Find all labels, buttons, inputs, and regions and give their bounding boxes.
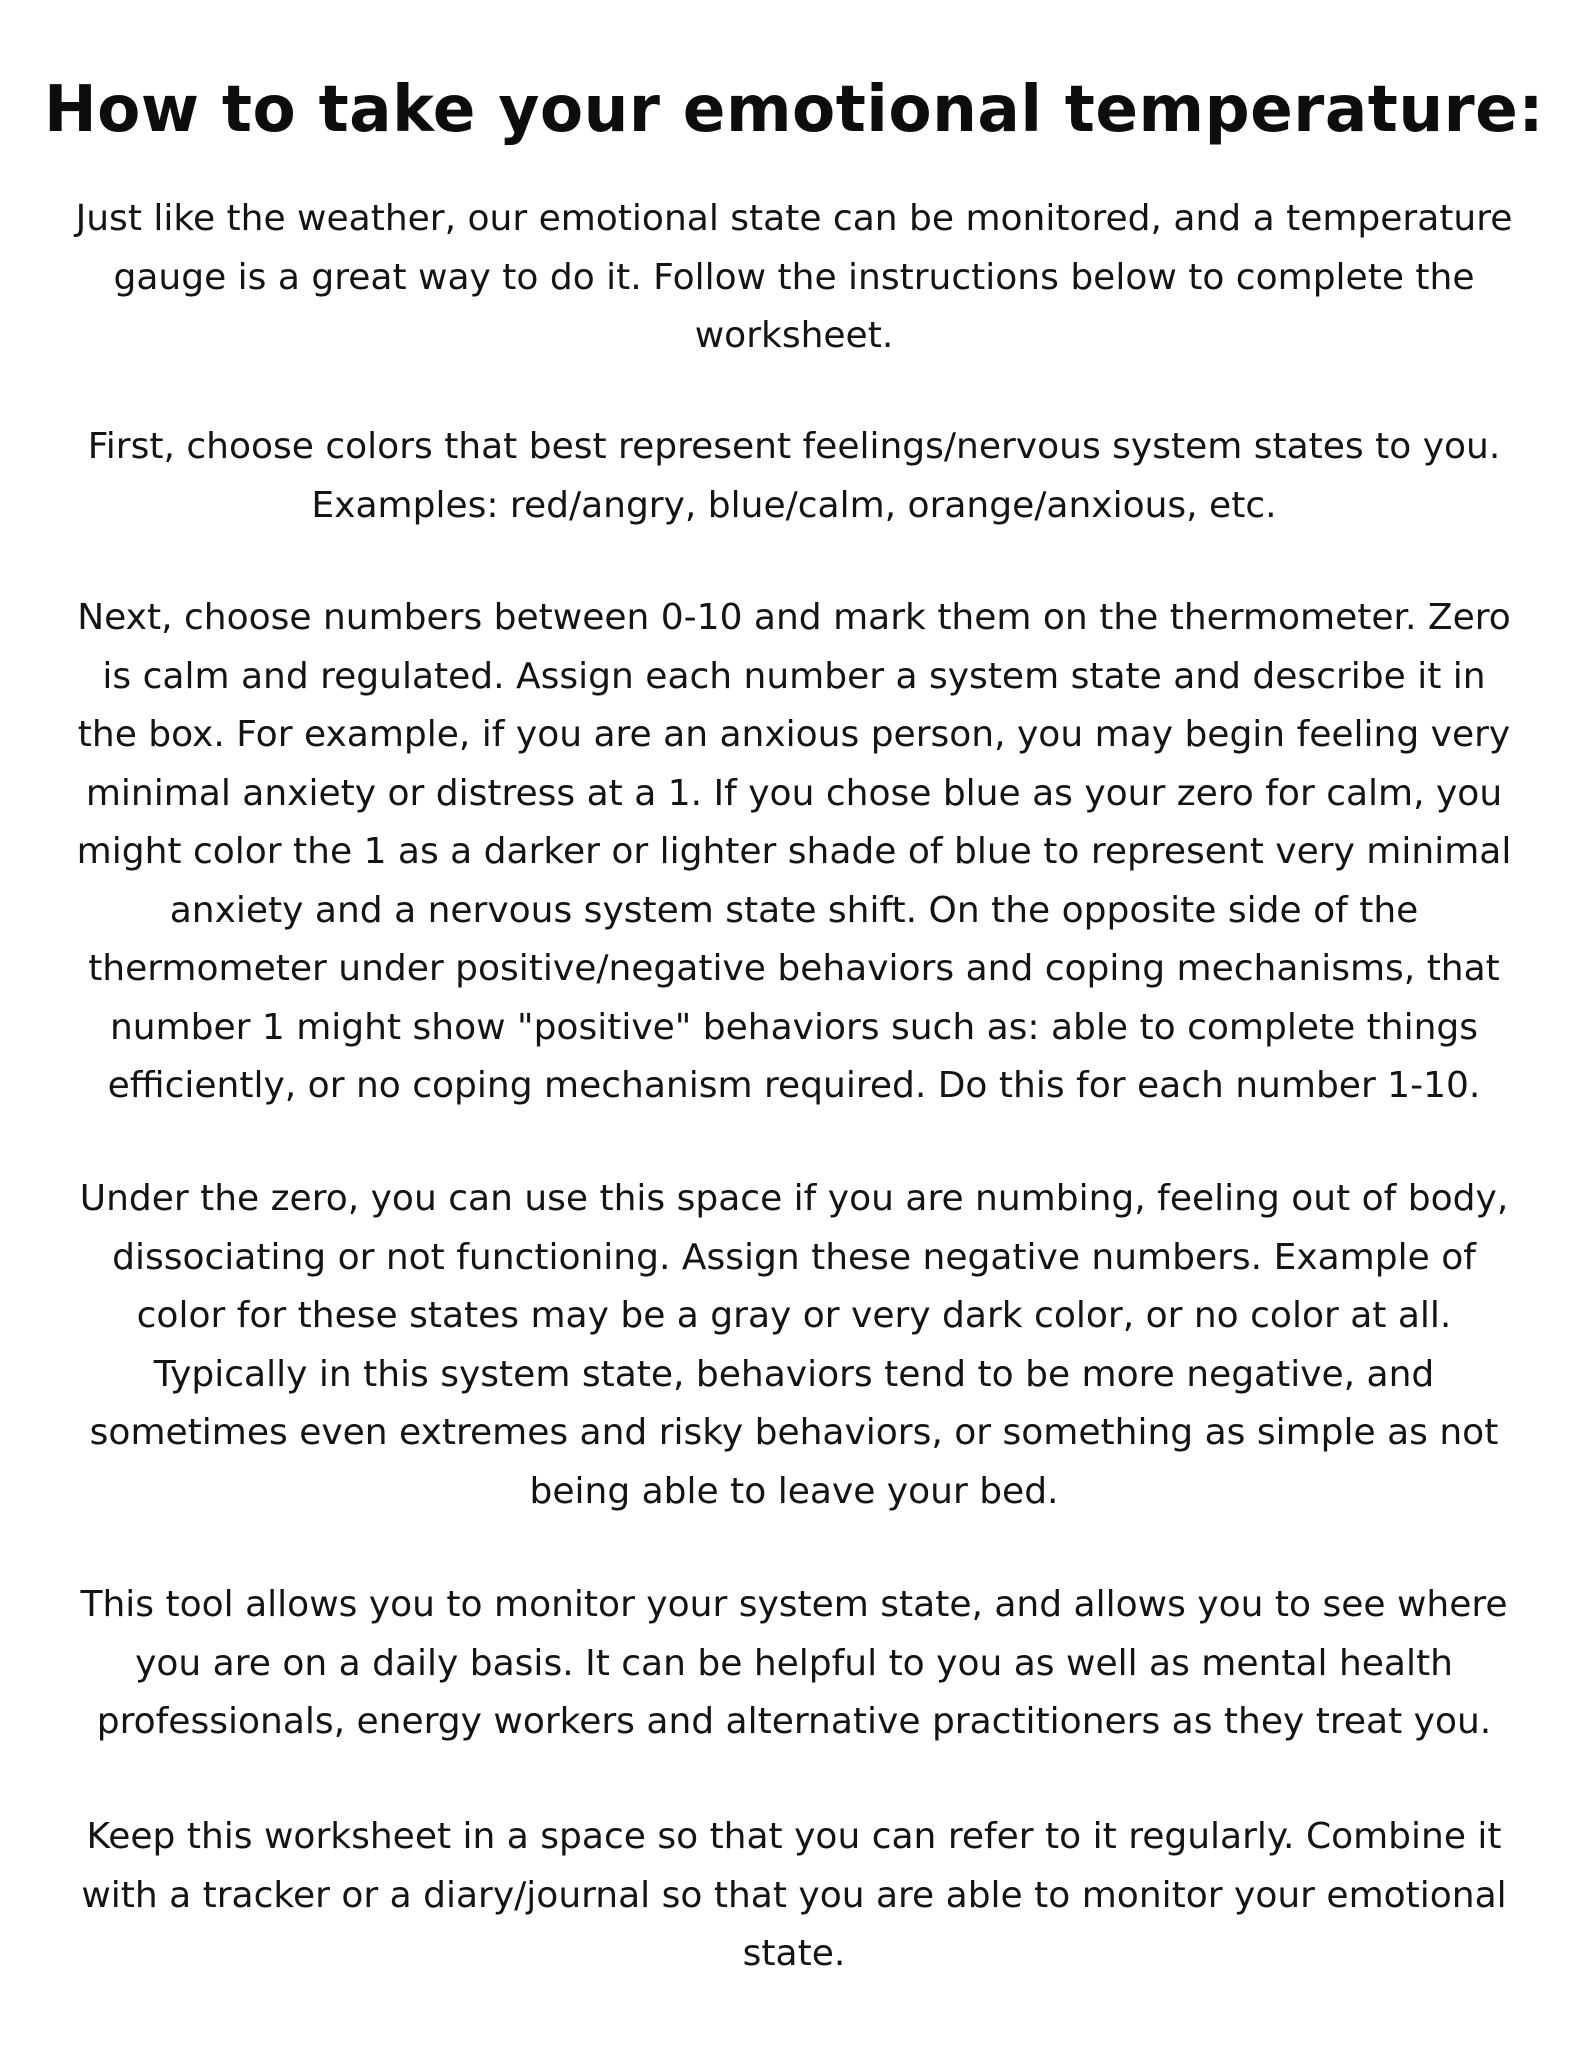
text-line: Typically in this system state, behaviors tend to be more negative, and: [153, 1353, 1435, 1395]
text-line: the box. For example, if you are an anxious person, you may begin feeling very: [77, 714, 1511, 755]
text-line: Next, choose numbers between 0-10 and mark them on the thermometer. Zero: [77, 597, 1511, 638]
text-line: efficiently, or no coping mechanism required. Do this for each number 1-10.: [107, 1065, 1481, 1106]
text-line: professionals, energy workers and alternative practitioners as they treat you.: [96, 1701, 1492, 1742]
text-line: is calm and regulated. Assign each number a system state and describe it in: [102, 655, 1486, 697]
text-line: thermometer under positive/negative behaviors and coping mechanisms, that: [88, 948, 1500, 989]
numbers-paragraph: [70, 589, 1518, 1116]
text-line: sometimes even extremes and risky behaviors, or something as simple as not: [89, 1412, 1499, 1453]
text-line: Examples: red/angry, blue/calm, orange/anxious, etc.: [311, 484, 1277, 526]
text-line: worksheet.: [694, 315, 894, 356]
negative-numbers-paragraph: [70, 1170, 1518, 1521]
text-line: First, choose colors that best represent feelings/nervous system states to you.: [87, 426, 1501, 467]
text-line: might color the 1 as a darker or lighter shade of blue to represent very minimal: [76, 831, 1512, 872]
text-line: dissociating or not functioning. Assign these negative numbers. Example of: [112, 1236, 1476, 1278]
text-line: anxiety and a nervous system state shift. On the opposite side of the: [169, 889, 1419, 931]
intro-paragraph: [70, 190, 1518, 366]
tool-paragraph: [70, 1576, 1518, 1752]
text-line: gauge is a great way to do it. Follow the instructions below to complete the: [113, 256, 1475, 298]
text-line: being able to leave your bed.: [529, 1470, 1059, 1512]
text-line: Keep this worksheet in a space so that you can refer to it regularly. Combine it: [86, 1816, 1502, 1857]
text-line: minimal anxiety or distress at a 1. If you chose blue as your zero for calm, you: [85, 772, 1503, 814]
colors-paragraph: [70, 418, 1518, 535]
text-line: you are on a daily basis. It can be helpful to you as well as mental health: [135, 1642, 1453, 1684]
text-line: This tool allows you to monitor your system state, and allows you to see where: [80, 1584, 1508, 1625]
keep-worksheet-paragraph: [70, 1808, 1518, 1984]
text-line: with a tracker or a diary/journal so that you are able to monitor your emotional: [81, 1874, 1507, 1916]
page-title: How to take your emotional temperature:: [44, 73, 1544, 147]
text-line: color for these states may be a gray or very dark color, or no color at all.: [136, 1295, 1452, 1336]
text-line: Just like the weather, our emotional state can be monitored, and a temperature: [75, 198, 1513, 239]
text-line: Under the zero, you can use this space if you are numbing, feeling out of body,: [79, 1178, 1509, 1219]
text-line: state.: [742, 1933, 846, 1974]
text-line: number 1 might show "positive" behaviors such as: able to complete things: [109, 1006, 1479, 1048]
